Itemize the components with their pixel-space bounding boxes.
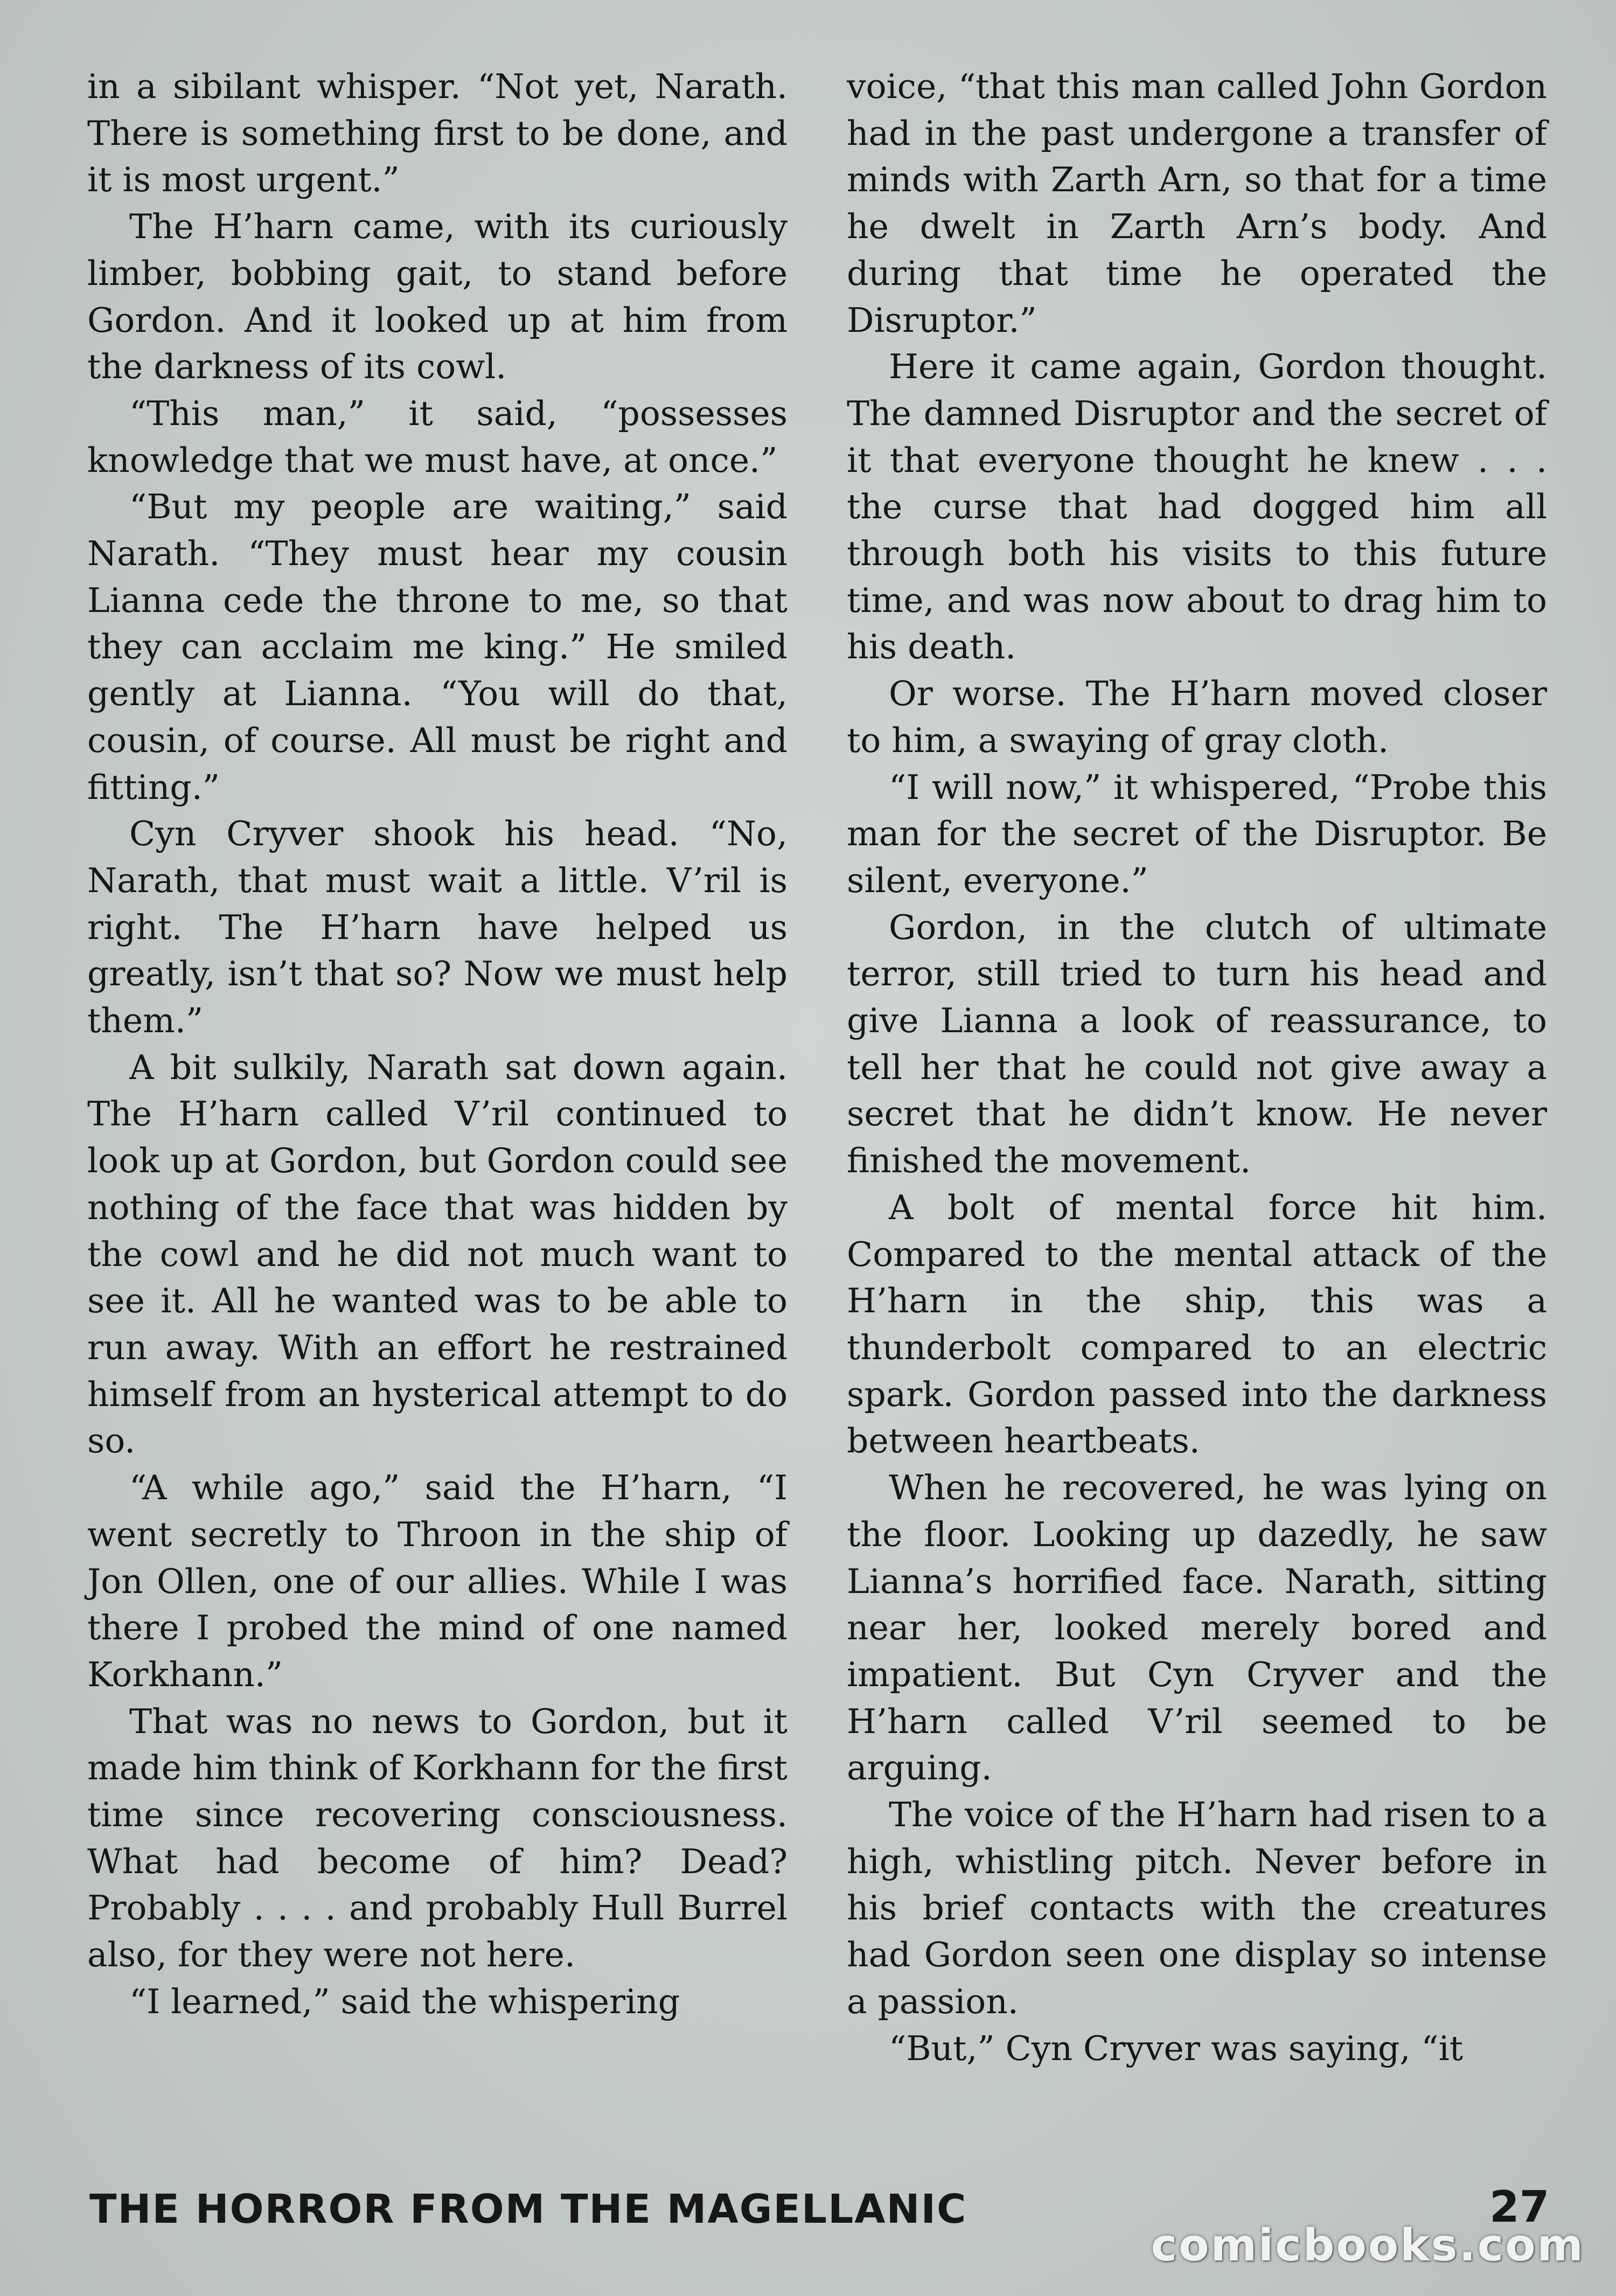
paragraph: “But,” Cyn Cryver was saying, “it <box>889 2028 1464 2068</box>
paragraph: A bit sulkily, Narath sat down again. The H’harn called V’ril continued to look up at Gordon, but Gordon could see nothing of the face that was hidden by the cowl and he did not much want to see it. All he wanted was to be able to run away. With an effort he restrained himself from an hysterical attempt to do so. <box>87 1047 788 1461</box>
paragraph: “But my people are waiting,” said Narath. “They must hear my cousin Lianna cede the throne to me, so that they can acclaim me king.” He smiled gently at Lianna. “You will do that, cousin, of course. All must be right and fitting.” <box>87 487 788 807</box>
paragraph: voice, “that this man called John Gordon had in the past undergone a transfer of minds with Zarth Arn, so that for a time he dwelt in Zarth Arn’s body. And during that time he operated the Disruptor.” <box>847 67 1547 340</box>
site-watermark: comicbooks.com <box>1151 2220 1585 2271</box>
paragraph: Here it came again, Gordon thought. The damned Disruptor and the secret of it that everyone thought he knew . . . the curse that had dogged him all through both his visits to this future time, and was now about to drag him to his death. <box>847 347 1547 667</box>
paragraph: in a sibilant whisper. “Not yet, Narath. There is something first to be done, and it is most urgent.” <box>87 67 788 200</box>
paragraph: Gordon, in the clutch of ultimate terror, still tried to turn his head and give Lianna a look of reassurance, to tell her that he could not give away a secret that he didn’t know. He never finished the movement. <box>847 907 1547 1181</box>
paragraph: “I will now,” it whispered, “Probe this man for the secret of the Disruptor. Be silent, everyone.” <box>847 767 1547 900</box>
paragraph: The H’harn came, with its curiously limber, bobbing gait, to stand before Gordon. And it looked up at him from the darkness of its cowl. <box>87 207 788 387</box>
right-text-column <box>847 64 1547 2072</box>
paragraph: “A while ago,” said the H’harn, “I went secretly to Throon in the ship of Jon Ollen, one of our allies. While I was there I probed the mind of one named Korkhann.” <box>87 1468 788 1694</box>
paragraph: That was no news to Gordon, but it made him think of Korkhann for the first time since recovering consciousness. What had become of him? Dead? Probably . . . . and probably Hull Burrel also, for they were not here. <box>87 1701 788 1975</box>
running-footer-title: THE HORROR FROM THE MAGELLANIC <box>89 2186 967 2232</box>
paragraph: Cyn Cryver shook his head. “No, Narath, that must wait a little. V’ril is right. The H’harn have helped us greatly, isn’t that so? Now we must help them.” <box>87 814 788 1041</box>
paragraph: The voice of the H’harn had risen to a high, whistling pitch. Never before in his brief contacts with the creatures had Gordon seen one display so intense a passion. <box>847 1795 1547 2021</box>
page-number: 27 <box>1489 2182 1550 2232</box>
paragraph: Or worse. The H’harn moved closer to him, a swaying of gray cloth. <box>847 674 1547 760</box>
paragraph: A bolt of mental force hit him. Compared to the mental attack of the H’harn in the ship, this was a thunderbolt compared to an electric spark. Gordon passed into the darkness between heartbeats. <box>847 1187 1547 1461</box>
paragraph: “I learned,” said the whispering <box>129 1981 680 2021</box>
paragraph: “This man,” it said, “possesses knowledge that we must have, at once.” <box>87 393 788 480</box>
paragraph: When he recovered, he was lying on the floor. Looking up dazedly, he saw Lianna’s horrified face. Narath, sitting near her, looked merely bored and impatient. But Cyn Cryver and the H’harn called V’ril seemed to be arguing. <box>847 1468 1547 1788</box>
left-text-column <box>87 64 788 2026</box>
